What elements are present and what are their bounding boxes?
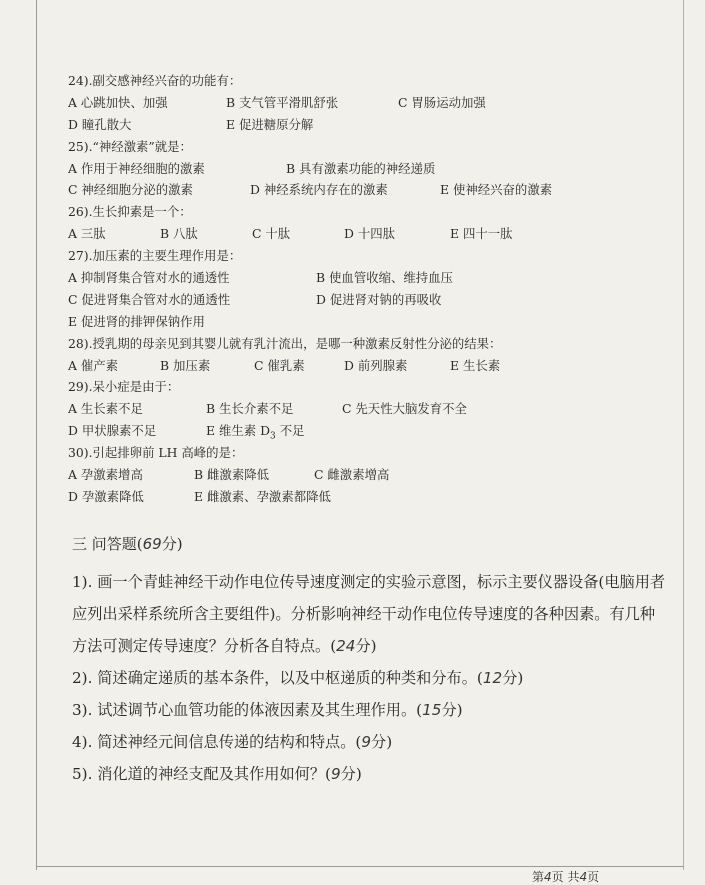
option-row [68, 267, 668, 289]
section-label-end: 分) [161, 535, 183, 553]
option: C 雌激素增高 [314, 467, 390, 483]
essay-end: 分) [441, 701, 463, 719]
option-row [68, 398, 668, 420]
option-row [68, 355, 668, 377]
section-title [72, 534, 183, 554]
option: E 使神经兴奋的激素 [440, 182, 553, 198]
essay-question [72, 694, 667, 726]
handwritten-score: 69 [142, 535, 162, 553]
option: C 十肽 [252, 226, 291, 242]
option: B 加压素 [160, 357, 211, 373]
question-stem: 24).副交感神经兴奋的功能有： [68, 73, 242, 88]
essay-question [72, 566, 667, 662]
handwritten-score: 9 [330, 765, 341, 783]
option: C 胃肠运动加强 [398, 94, 486, 110]
essay-questions [72, 566, 667, 790]
footer-label: 第 [532, 870, 545, 884]
option: A 抑制肾集合管对水的通透性 [68, 270, 230, 286]
option: A 三肽 [68, 226, 106, 242]
handwritten-total-pages: 4 [579, 870, 588, 884]
option: D 甲状腺素不足 [68, 423, 157, 439]
option-row [68, 420, 668, 442]
option: D 十四肽 [344, 226, 396, 242]
subscript: 3 [270, 431, 276, 442]
option: C 促进肾集合管对水的通透性 [68, 291, 231, 307]
essay-text: 3). 试述调节心血管功能的体液因素及其生理作用。( [72, 701, 423, 719]
option-row [68, 289, 668, 311]
essay-question [72, 726, 667, 758]
footer-label: 页 [587, 870, 600, 884]
option: C 先天性大脑发育不全 [342, 401, 467, 417]
question-stem: 27).加压素的主要生理作用是： [68, 248, 242, 264]
section-label: 三 问答题( [72, 535, 143, 553]
option-row [68, 114, 668, 136]
option-row [68, 464, 668, 486]
essay-end: 分) [502, 669, 524, 687]
option: A 心跳加快、加强 [68, 94, 168, 110]
question-stem: 29).呆小症是由于： [68, 379, 180, 395]
option: B 八肽 [160, 226, 198, 242]
option: B 具有激素功能的神经递质 [286, 160, 436, 176]
option-row [68, 179, 668, 201]
essay-end: 分) [340, 765, 362, 783]
option: A 作用于神经细胞的激素 [68, 160, 205, 176]
page-footer [532, 868, 599, 885]
option-text: E 维生素 D [206, 423, 271, 439]
question-stem: 30).引起排卵前 LH 高峰的是： [68, 445, 244, 461]
essay-text: 4). 简述神经元间信息传递的结构和特点。( [72, 733, 362, 751]
option: D 瞳孔散大 [68, 116, 132, 132]
option-row [68, 223, 668, 245]
option: B 生长介素不足 [206, 401, 294, 417]
essay-question [72, 758, 667, 790]
option-row [68, 486, 668, 508]
option: D 孕激素降低 [68, 488, 144, 504]
essay-end: 分) [355, 637, 377, 655]
option: B 雌激素降低 [194, 467, 269, 483]
page-border-left [36, 0, 37, 870]
option: E 促进糖原分解 [226, 116, 314, 132]
essay-text: 5). 消化道的神经支配及其作用如何？( [72, 765, 331, 783]
option-row [68, 158, 668, 180]
option: C 催乳素 [254, 357, 305, 373]
option: B 支气管平滑肌舒张 [226, 94, 339, 110]
question-stem: 26).生长抑素是一个： [68, 204, 192, 220]
option-row [68, 311, 668, 333]
page-border-right [683, 0, 684, 870]
question-stem: 25).“神经激素”就是： [68, 138, 192, 154]
essay-text: 1). 画一个青蛙神经干动作电位传导速度测定的实验示意图，标示主要仪器设备(电脑用者应列出采样系统所含主要组件)。分析影响神经干动作电位传导速度的各种因素。有几种方法可测定传导速度？分析各自特点。( [72, 573, 666, 655]
option: E 促进肾的排钾保钠作用 [68, 313, 205, 329]
option: A 孕激素增高 [68, 467, 143, 483]
option: C 神经细胞分泌的激素 [68, 182, 193, 198]
question-stem: 28).授乳期的母亲见到其婴儿就有乳汁流出，是哪一种激素反射性分泌的结果： [68, 335, 502, 351]
option-row [68, 92, 668, 114]
option: A 催产素 [68, 357, 119, 373]
handwritten-score: 9 [361, 733, 372, 751]
footer-label: 页 共 [551, 870, 580, 884]
page-border-bottom [36, 866, 684, 867]
multiple-choice-section [68, 70, 668, 508]
option: D 促进肾对钠的再吸收 [316, 291, 442, 307]
option-text: 不足 [275, 423, 305, 439]
option: E 生长素 [450, 357, 501, 373]
option: E 雌激素、孕激素都降低 [194, 488, 331, 504]
option: D 神经系统内存在的激素 [250, 182, 388, 198]
essay-text: 2). 简述确定递质的基本条件，以及中枢递质的种类和分布。( [72, 669, 483, 687]
essay-end: 分) [371, 733, 393, 751]
option: D 前列腺素 [344, 357, 408, 373]
handwritten-score: 15 [422, 701, 442, 719]
option: A 生长素不足 [68, 401, 143, 417]
handwritten-score: 12 [482, 669, 503, 687]
handwritten-page-number: 4 [544, 870, 552, 884]
essay-question [72, 662, 667, 694]
handwritten-score: 24 [336, 637, 356, 655]
option: E 四十一肽 [450, 226, 513, 242]
option: B 使血管收缩、维持血压 [316, 270, 453, 286]
